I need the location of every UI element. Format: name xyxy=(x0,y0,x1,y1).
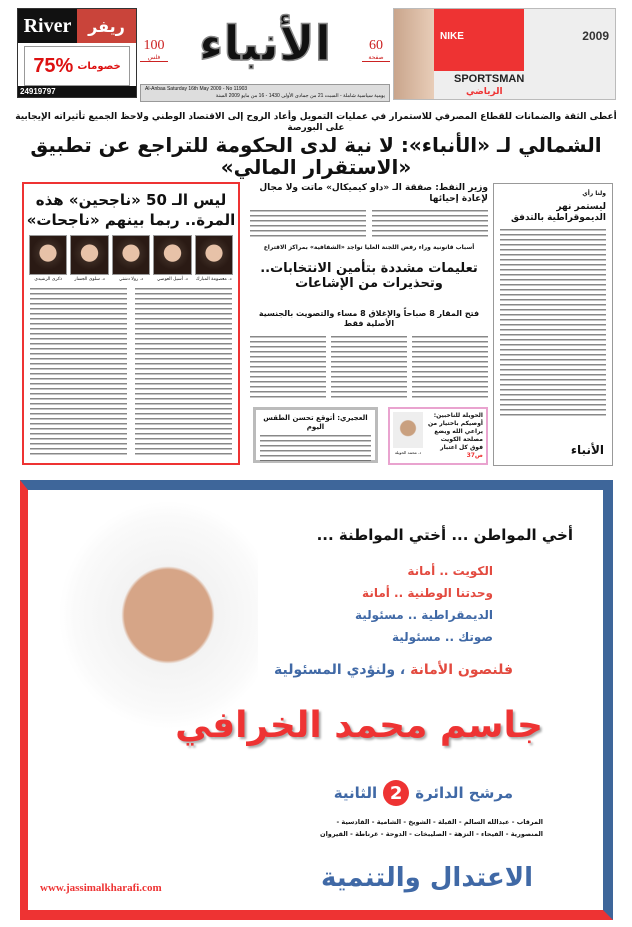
body-text xyxy=(260,435,371,461)
body-text-column xyxy=(250,210,366,240)
discount-value: 75% xyxy=(33,54,74,77)
dateline-ar: يومية سياسية شاملة - السبت 21 من جمادى الأولى 1430 - 16 من مايو 2009 السنة xyxy=(215,93,385,99)
pages-value: 60 xyxy=(369,38,383,53)
story-headline: ليس الـ 50 «ناجحين» هذه المرة.. ربما بينهم «ناجحات» xyxy=(26,191,236,229)
editorial-signature: الأنباء xyxy=(570,443,604,457)
women-candidates-story[interactable] xyxy=(22,182,240,465)
dateline xyxy=(140,84,390,102)
weather-title: العجيري: أتوقع تحسن الطقس اليوم xyxy=(263,414,368,431)
candidate-portrait xyxy=(58,500,258,730)
vow-blue: ، ولنؤدي المسئولية xyxy=(274,662,406,678)
price xyxy=(140,38,168,62)
page-ref: ص37 xyxy=(466,452,483,459)
editorial-label: ولنا رأي xyxy=(582,190,606,197)
photo-caption: د. معصومة المبارك xyxy=(195,277,232,282)
photo-caption: د. محمد الحويلة xyxy=(394,450,422,455)
sportsman-brand-ar: الرياضي xyxy=(466,87,503,97)
photo-caption: د. سلوى الجسار xyxy=(74,277,105,282)
value-line: صوتك .. مسئولية xyxy=(391,630,493,644)
body-text-column xyxy=(372,210,488,240)
body-text-column xyxy=(250,336,326,398)
sportsman-brand: SPORTSMAN xyxy=(454,73,525,85)
sportsman-ad[interactable] xyxy=(393,8,616,100)
vow-red: فلنصون الأمانة xyxy=(410,662,513,678)
body-text-column xyxy=(331,336,407,398)
lead-kicker: أعطى الثقة والضمانات للقطاع المصرفي للاستمرار في عمليات التمويل وأعاد الروح إلى الاقتصاد الوطني ولاحظ الجميع تأثيراته الإيجابية على البورصة xyxy=(15,112,617,133)
lead-headline[interactable]: الشمالي لـ «الأنباء»: لا نية لدى الحكومة للتراجع عن تطبيق «الاستقرار المالي» xyxy=(30,133,602,179)
masthead xyxy=(140,8,390,108)
huwaila-box[interactable] xyxy=(388,407,488,465)
ad-greeting: أخي المواطن ... أختي المواطنة ... xyxy=(316,526,573,544)
body-text-column xyxy=(135,288,232,458)
candidate-label: مرشح الدائرة xyxy=(415,784,513,802)
river-brand-ar: ريفر xyxy=(77,9,136,43)
candidate-photo xyxy=(195,235,233,283)
ad-year: 2009 xyxy=(582,29,609,43)
campaign-url[interactable]: www.jassimalkharafi.com xyxy=(40,882,162,894)
value-line: وحدتنا الوطنية .. أمانة xyxy=(362,586,493,600)
election-kicker: أسباب قانونية وراء رفض اللجنة العليا تواجد «الشفافية» بمراكز الاقتراع xyxy=(263,244,475,251)
person-photo xyxy=(393,412,423,448)
editorial-title: ليستمر نهر الديموقراطية بالتدفق xyxy=(510,202,606,223)
district-areas xyxy=(203,816,543,840)
district-label: الثانية xyxy=(333,784,378,802)
river-ad[interactable] xyxy=(17,8,137,98)
election-subheadline: فتح المقار 8 صباحاً والإغلاق 8 مساء والتصويت بالجنسية الأصلية فقط xyxy=(258,309,480,328)
editorial-body xyxy=(500,229,606,419)
body-text-column xyxy=(412,336,488,398)
dateline-en: Al-Anbaa Saturday 16th May 2009 - No 11903 xyxy=(145,86,248,92)
newspaper-logo[interactable]: الأنباء xyxy=(198,16,332,72)
candidate-photo xyxy=(29,235,67,283)
editorial-box[interactable] xyxy=(493,183,613,466)
price-unit: فلس xyxy=(147,55,161,61)
river-brand-en: River xyxy=(18,9,77,43)
photo-caption: د. رولا دشتي xyxy=(118,277,144,282)
river-phone: 24919797 xyxy=(18,86,136,97)
election-headline[interactable]: تعليمات مشددة بتأمين الانتخابات.. وتحذيرات من الإشاعات xyxy=(260,261,478,291)
ad-values xyxy=(355,560,493,648)
page-count xyxy=(362,38,390,62)
discount-label: خصومات xyxy=(77,60,121,72)
oil-minister-headline[interactable]: وزير النفط: صفقة الـ «داو كيميكال» ماتت ولا مجال لإعادة إحيائها xyxy=(259,183,488,204)
ad-model-photo xyxy=(394,9,434,100)
areas-line: المرقاب - عبدالله السالم - القبلة - الشويخ - الشامية - القادسية - xyxy=(336,818,543,826)
areas-line: المنصورية - الفيحاء - النزهة - الصليبخات - الدوحة - غرناطة - القيروان xyxy=(320,830,543,838)
candidate-district xyxy=(334,780,513,806)
quote-text: الحويلة للناخبين: أوصيكم باختيار من يراعي الله ويضع مصلحة الكويت فوق كل اعتبار xyxy=(428,412,483,451)
nike-logo: NIKE xyxy=(440,31,464,42)
ad-slogan: الاعتدال والتنمية xyxy=(320,863,533,893)
candidate-photo xyxy=(153,235,191,283)
district-number: 2 xyxy=(383,780,409,806)
candidate-name: جاسم محمد الخرافي xyxy=(175,705,543,746)
photo-caption: د. أسيل العوضي xyxy=(157,277,188,282)
body-text-column xyxy=(30,288,127,458)
photo-caption: ذكرى الرشيدي xyxy=(34,277,63,282)
candidate-photo xyxy=(112,235,150,283)
ad-vow xyxy=(274,662,513,678)
price-value: 100 xyxy=(143,38,165,53)
value-line: الديمقراطية .. مسئولية xyxy=(354,608,493,622)
value-line: الكويت .. أمانة xyxy=(407,564,493,578)
candidate-photo xyxy=(70,235,108,283)
pages-unit: صفحة xyxy=(368,55,384,61)
campaign-ad[interactable] xyxy=(20,480,613,920)
weather-box[interactable] xyxy=(253,407,378,463)
